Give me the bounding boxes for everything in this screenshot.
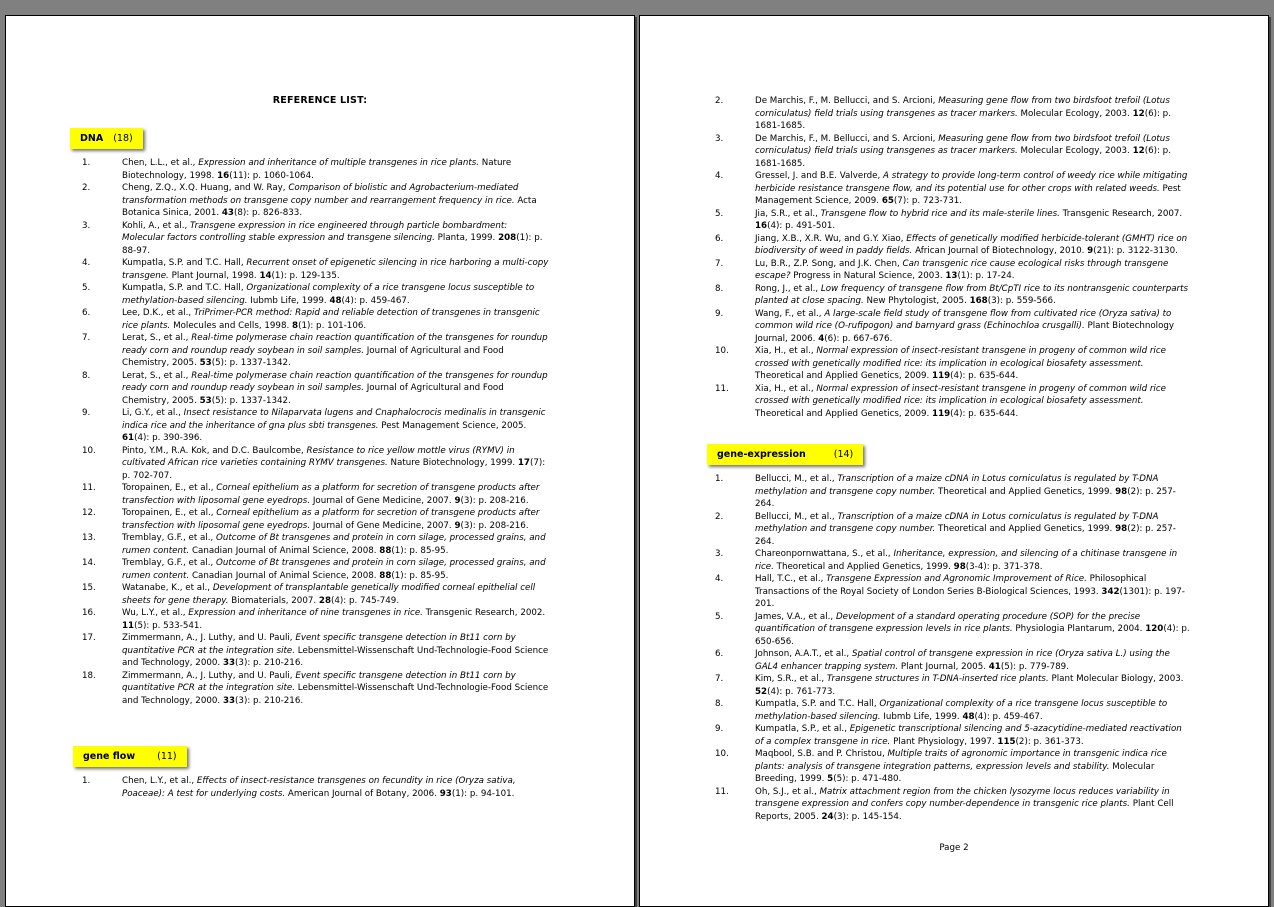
reference-title: A large-scale field study of transgene flow from cultivated rice (Oryza sativa) to common wild rice (O-rufipogon) and barnyard grass (Echinochloa crusgalli). (755, 308, 1172, 331)
reference-title: Transgene flow to hybrid rice and its male-sterile lines. (820, 208, 1060, 219)
reference-number: 7. (715, 674, 724, 684)
reference-source: Planta, 1999. (434, 233, 499, 243)
reference-source: Theoretical and Applied Genetics, 1999. (773, 561, 954, 572)
reference-title: Transgene structures in T-DNA-inserted rice plants. (826, 674, 1049, 684)
section-name: gene-expression (717, 449, 806, 460)
reference-number: 16. (82, 608, 96, 618)
reference-entry (82, 670, 552, 708)
reference-volume: 9 (1087, 246, 1094, 256)
reference-volume: 48 (962, 711, 975, 722)
document-page-1 (5, 15, 635, 907)
reference-authors: Chen, L.Y., et al., (122, 776, 197, 786)
reference-source: Molecular Ecology, 2003. (1017, 108, 1133, 119)
reference-entry (715, 170, 1190, 208)
reference-pages: (2): p. 257-264. (755, 524, 1176, 547)
reference-number: 8. (82, 370, 91, 381)
reference-title: Expression and inheritance of nine transgenes in rice. (188, 608, 423, 618)
reference-source: Pest Management Science, 2005. (378, 420, 527, 431)
reference-pages: (4): p. 491-501. (767, 221, 836, 231)
reference-authors: Watanabe, K., et al., (122, 583, 213, 593)
reference-authors: Toropainen, E., et al., (122, 483, 217, 493)
reference-number: 2. (715, 96, 724, 106)
reference-volume: 119 (932, 371, 951, 381)
reference-volume: 16 (755, 221, 768, 231)
reference-title: Development of transplantable genetically modified corneal epithelial cell sheets for gene therapy. (122, 583, 536, 606)
reference-volume: 14 (259, 270, 272, 281)
reference-number: 3. (715, 133, 724, 144)
reference-pages: (1301): p. 197-201. (755, 586, 1185, 609)
reference-volume: 120 (1145, 624, 1164, 634)
reference-volume: 93 (439, 788, 452, 799)
reference-source: Transgenic Research, 2002. (422, 608, 546, 618)
reference-source: Pest Management Science, 2009. (755, 183, 1181, 206)
reference-title: Expression and inheritance of multiple transgenes in rice plants. (198, 158, 480, 168)
reference-volume: 168 (969, 296, 988, 306)
reference-title: Development of a standard operating procedure (SOP) for the precise quantification of transgene expression levels in rice plants. (755, 611, 1141, 634)
reference-number: 4. (82, 258, 91, 268)
reference-source: Biomaterials, 2007. (228, 595, 319, 606)
reference-source: Nature Biotechnology, 1998. (122, 158, 512, 181)
reference-entry (715, 511, 1190, 549)
reference-entry (715, 548, 1190, 573)
reference-entry (82, 257, 552, 282)
reference-list-gene-expression (715, 473, 1190, 823)
reference-pages: (8): p. 826-833. (233, 208, 303, 218)
reference-entry (82, 157, 552, 182)
reference-list-dna (82, 157, 552, 707)
reference-entry (715, 283, 1190, 308)
reference-title: Insect resistance to Nilaparvata lugens and Cnaphalocrocis medinalis in transgenic indica rice and the inheritance of gna plus sbti transgenes. (122, 408, 546, 431)
reference-source: Plant Journal, 1998. (168, 270, 260, 281)
reference-entry (715, 208, 1190, 233)
page-number: Page 2 (939, 843, 969, 853)
reference-authors: Lee, D.K., et al., (122, 308, 194, 318)
reference-authors: Lu, B.R., Z.P. Song, and J.K. Chen, (755, 258, 903, 269)
reference-source: African Journal of Biotechnology, 2010. (912, 246, 1088, 256)
reference-number: 9. (82, 408, 91, 418)
reference-pages: (3): p. 210-216. (235, 695, 304, 706)
reference-authors: Zimmermann, A., J. Luthy, and U. Pauli, (122, 670, 296, 681)
reference-number: 17. (82, 633, 96, 643)
reference-source: Physiologia Plantarum, 2004. (1012, 624, 1146, 634)
reference-entry (715, 723, 1190, 748)
reference-pages: (4): p. 745-749. (331, 595, 400, 606)
reference-source: Nature Biotechnology, 1999. (387, 458, 518, 468)
reference-entry (715, 308, 1190, 346)
reference-source: Plant Molecular Biology, 2003. (1048, 674, 1184, 684)
reference-title: Normal expression of insect-resistant transgene in progeny of common wild rice crossed with genetically modified rice: its implication in ecological biosafety assessment. (755, 383, 1166, 406)
reference-authors: Gressel, J. and B.E. Valverde, (755, 171, 884, 181)
document-page-2 (639, 15, 1269, 907)
reference-pages: (4): p. 390-396. (134, 433, 203, 443)
reference-list-gene-flow-continued (715, 95, 1190, 420)
reference-source: Molecules and Cells, 1998. (170, 320, 293, 331)
section-tag-gene-flow (73, 746, 187, 767)
reference-entry (82, 182, 552, 220)
reference-number: 8. (715, 283, 724, 294)
reference-entry (715, 383, 1190, 421)
reference-pages: (3-4): p. 371-378. (965, 561, 1043, 572)
reference-authors: Pinto, Y.M., R.A. Kok, and D.C. Baulcombe, (122, 445, 307, 456)
reference-pages: (7): p. 723-731. (893, 196, 963, 206)
reference-entry (715, 786, 1190, 824)
reference-authors: James, V.A., et al., (755, 611, 836, 622)
reference-volume: 4 (818, 333, 825, 344)
reference-authors: Kumpatla, S.P., et al., (755, 724, 850, 734)
reference-entry (82, 407, 552, 445)
reference-title: Epigenetic transcriptional silencing and 5-azacytidine-mediated reactivation of a complex transgene in rice. (755, 724, 1182, 747)
reference-volume: 9 (454, 520, 461, 531)
reference-number: 9. (715, 308, 724, 319)
reference-authors: Zimmermann, A., J. Luthy, and U. Pauli, (122, 633, 296, 643)
reference-title: Event specific transgene detection in Bt11 corn by quantitative PCR at the integration site. (122, 633, 516, 656)
reference-entry (82, 482, 552, 507)
reference-volume: 53 (199, 395, 212, 406)
reference-authors: Tremblay, G.F., et al., (122, 533, 217, 543)
reference-volume: 342 (1101, 586, 1120, 597)
reference-number: 14. (82, 558, 96, 568)
reference-authors: Hall, T.C., et al., (755, 574, 827, 584)
reference-entry (715, 748, 1190, 786)
reference-entry (82, 370, 552, 408)
reference-pages: (4): p. 650-656. (755, 624, 1190, 647)
reference-title: Transcription of a maize cDNA in Lotus corniculatus is regulated by T-DNA methylation and transgene copy number. (755, 511, 1159, 534)
reference-authors: Oh, S.J., et al., (755, 786, 820, 797)
reference-title: Measuring gene flow from two birdsfoot trefoil (Lotus corniculatus) field trials using transgenes as tracer markers. (755, 96, 1170, 119)
reference-source: Plant Physiology, 1997. (890, 736, 998, 747)
reference-source: Plant Journal, 2005. (898, 661, 989, 672)
reference-volume: 61 (122, 433, 135, 443)
reference-number: 6. (82, 308, 91, 318)
reference-entry (82, 532, 552, 557)
reference-entry (82, 632, 552, 670)
reference-entry (715, 698, 1190, 723)
reference-pages: (3): p. 208-216. (460, 520, 529, 531)
reference-number: 6. (715, 233, 724, 244)
reference-number: 13. (82, 533, 96, 543)
reference-source: Theoretical and Applied Genetics, 2009. (755, 371, 933, 381)
reference-volume: 11 (122, 620, 135, 631)
reference-volume: 65 (881, 196, 894, 206)
reference-source: Lebensmittel-Wissenschaft Und-Technologie-Food Science and Technology, 2000. (122, 683, 549, 706)
reference-volume: 41 (988, 661, 1001, 672)
reference-pages: (6): p. 667-676. (824, 333, 893, 344)
reference-entry (715, 233, 1190, 258)
reference-authors: Kim, S.R., et al., (755, 674, 827, 684)
reference-source: Progress in Natural Science, 2003. (790, 271, 946, 281)
reference-title: Outcome of Bt transgenes and protein in corn silage, processed grains, and rumen content. (122, 558, 546, 581)
reference-source: Theoretical and Applied Genetics, 2009. (755, 408, 933, 419)
reference-number: 2. (715, 511, 724, 522)
reference-volume: 33 (222, 658, 236, 668)
reference-volume: 17 (517, 458, 530, 468)
section-name: gene flow (83, 751, 136, 762)
reference-number: 15. (82, 583, 96, 593)
reference-entry (82, 307, 552, 332)
reference-title: Organizational complexity of a rice transgene locus susceptible to methylation-based silencing. (122, 283, 535, 306)
reference-pages: (1): p. 101-106. (298, 320, 367, 331)
reference-pages: (11): p. 1060-1064. (229, 170, 314, 181)
reference-source: Journal of Agricultural and Food Chemistry, 2005. (122, 345, 504, 368)
reference-number: 1. (82, 776, 91, 786)
reference-volume: 12 (1132, 146, 1145, 156)
reference-authors: Jia, S.R., et al., (755, 208, 821, 219)
reference-authors: Maqbool, S.B. and P. Christou, (755, 749, 888, 759)
reference-title: TriPrimer-PCR method: Rapid and reliable detection of transgenes in transgenic rice plants. (122, 308, 540, 331)
reference-number: 2. (82, 183, 91, 193)
reference-pages: (2): p. 257-264. (755, 486, 1176, 509)
reference-authors: Johnson, A.A.T., et al., (755, 649, 852, 659)
reference-title: Outcome of Bt transgenes and protein in corn silage, processed grains, and rumen content. (122, 533, 546, 556)
reference-pages: (6): p. 1681-1685. (755, 146, 1171, 169)
reference-source: Canadian Journal of Animal Science, 2008. (189, 545, 380, 556)
reference-authors: Cheng, Z.Q., X.Q. Huang, and W. Ray, (122, 183, 289, 193)
reference-entry (82, 220, 552, 258)
reference-pages: (4): p. 459-467. (341, 295, 410, 306)
reference-authors: Kohli, A., et al., (122, 220, 191, 231)
reference-title: Corneal epithelium as a platform for secretion of transgene products after transfection with liposomal gene eyedrops. (122, 508, 540, 531)
reference-entry (82, 507, 552, 532)
reference-pages: (1): p. 85-95. (391, 570, 449, 581)
reference-pages: (5): p. 471-480. (833, 774, 902, 784)
reference-authors: De Marchis, F., M. Bellucci, and S. Arcioni, (755, 96, 939, 106)
reference-number: 5. (715, 611, 724, 622)
reference-number: 5. (82, 283, 91, 293)
reference-title: Spatial control of transgene expression in rice (Oryza sativa L.) using the GAL4 enhancer trapping system. (755, 649, 1170, 672)
reference-number: 8. (715, 699, 724, 709)
reference-authors: Bellucci, M., et al., (755, 511, 838, 522)
reference-title: Inheritance, expression, and silencing of a chitinase transgene in rice. (755, 549, 1178, 572)
reference-number: 1. (82, 158, 91, 168)
reference-entry (82, 332, 552, 370)
reference-number: 1. (715, 474, 724, 484)
reference-volume: 115 (997, 736, 1016, 747)
reference-entry (715, 611, 1190, 649)
reference-authors: Kumpatla, S.P. and T.C. Hall, (122, 283, 247, 293)
reference-entry (715, 345, 1190, 383)
document-title: REFERENCE LIST: (272, 95, 368, 106)
reference-title: Can transgenic rice cause ecological risks through transgene escape? (755, 258, 1169, 281)
reference-title: Effects of insect-resistance transgenes on fecundity in rice (Oryza sativa, Poaceae): A test for underlying costs. (122, 776, 516, 799)
reference-authors: Toropainen, E., et al., (122, 508, 217, 518)
reference-authors: Rong, J., et al., (755, 283, 821, 294)
reference-title: Normal expression of insect-resistant transgene in progeny of common wild rice crossed with genetically modified rice: its implication in ecological biosafety assessment. (755, 346, 1166, 369)
reference-number: 7. (715, 258, 724, 269)
reference-pages: (7): p. 702-707. (122, 458, 546, 481)
reference-entry (715, 95, 1190, 133)
reference-title: Matrix attachment region from the chicken lysozyme locus reduces variability in transgene expression and confers copy number-dependence in transgenic rice plants. (755, 786, 1170, 809)
reference-title: Organizational complexity of a rice transgene locus susceptible to methylation-based silencing. (755, 699, 1168, 722)
reference-volume: 5 (827, 774, 834, 784)
reference-source: Transgenic Research, 2007. (1059, 208, 1183, 219)
reference-pages: (4): p. 635-644. (950, 408, 1019, 419)
reference-volume: 9 (454, 495, 461, 506)
reference-title: Corneal epithelium as a platform for secretion of transgene products after transfection with liposomal gene eyedrops. (122, 483, 540, 506)
reference-entry (715, 648, 1190, 673)
reference-source: Canadian Journal of Animal Science, 2008. (189, 570, 380, 581)
reference-pages: (3): p. 145-154. (833, 811, 902, 822)
reference-source: Theoretical and Applied Genetics, 1999. (935, 524, 1116, 534)
reference-authors: Chareonpornwattana, S., et al., (755, 549, 894, 559)
reference-list-gene-flow (82, 775, 552, 800)
reference-volume: 33 (222, 695, 236, 706)
reference-pages: (1): p. 85-95. (391, 545, 449, 556)
reference-pages: (6): p. 1681-1685. (755, 108, 1171, 131)
reference-pages: (5): p. 533-541. (134, 620, 203, 631)
reference-volume: 48 (329, 295, 342, 306)
reference-volume: 98 (1115, 486, 1128, 497)
reference-authors: Tremblay, G.F., et al., (122, 558, 217, 568)
reference-entry (82, 607, 552, 632)
reference-entry (715, 673, 1190, 698)
reference-entry (82, 775, 552, 800)
reference-authors: Kumpatla, S.P. and T.C. Hall, (755, 699, 880, 709)
section-count: (14) (833, 449, 854, 460)
reference-number: 10. (715, 346, 729, 356)
reference-source: Lebensmittel-Wissenschaft Und-Technologie-Food Science and Technology, 2000. (122, 645, 549, 668)
reference-entry (715, 133, 1190, 171)
reference-entry (82, 582, 552, 607)
reference-authors: Jiang, X.B., X.R. Wu, and G.Y. Xiao, (755, 233, 907, 244)
reference-entry (715, 258, 1190, 283)
reference-source: New Phytologist, 2005. (863, 296, 970, 306)
reference-authors: Lerat, S., et al., (122, 333, 192, 343)
reference-pages: (21): p. 3122-3130. (1093, 246, 1178, 256)
reference-number: 11. (715, 786, 729, 797)
reference-pages: (1): p. 129-135. (271, 270, 340, 281)
reference-entry (82, 557, 552, 582)
reference-title: Comparison of biolistic and Agrobacterium-mediated transformation methods on transgene copy number and rearrangement frequency in rice. (122, 183, 519, 206)
reference-volume: 119 (932, 408, 951, 419)
reference-pages: (1): p. 88-97. (122, 233, 543, 256)
reference-number: 3. (715, 549, 724, 559)
reference-authors: Wang, F., et al., (755, 308, 825, 319)
reference-volume: 52 (755, 686, 768, 697)
reference-title: Real-time polymerase chain reaction quantification of the transgenes for roundup ready corn and roundup ready soybean in soil samples. (122, 333, 548, 356)
reference-pages: (3): p. 208-216. (460, 495, 529, 506)
reference-pages: (3): p. 210-216. (235, 658, 304, 668)
reference-source: American Journal of Botany, 2006. (285, 788, 440, 799)
section-tag-gene-expression (707, 444, 863, 465)
reference-source: Molecular Breeding, 1999. (755, 761, 1155, 784)
reference-source: Plant Cell Reports, 2005. (755, 799, 1174, 822)
reference-title: Transgene expression in rice engineered through particle bombardment: Molecular factors controlling stable expression and transgene silencing. (122, 220, 508, 243)
reference-title: Recurrent onset of epigenetic silencing in rice harboring a multi-copy transgene. (122, 258, 549, 281)
reference-pages: (1): p. 17-24. (957, 271, 1015, 281)
reference-volume: 24 (821, 811, 834, 822)
reference-pages: (5): p. 1337-1342. (211, 395, 291, 406)
reference-title: Effects of genetically modified herbicide-tolerant (GMHT) rice on biodiversity of weed in paddy fields. (755, 233, 1188, 256)
reference-pages: (3): p. 559-566. (987, 296, 1056, 306)
reference-authors: Xia, H., et al., (755, 383, 817, 394)
reference-title: Real-time polymerase chain reaction quantification of the transgenes for roundup ready corn and roundup ready soybean in soil samples. (122, 370, 548, 393)
reference-source: Journal of Gene Medicine, 2007. (310, 520, 455, 531)
section-count: (18) (113, 133, 133, 144)
reference-number: 10. (715, 749, 729, 759)
reference-authors: Li, G.Y., et al., (122, 408, 184, 418)
reference-entry (82, 445, 552, 483)
reference-number: 7. (82, 333, 91, 343)
reference-title: Transcription of a maize cDNA in Lotus corniculatus is regulated by T-DNA methylation and transgene copy number. (755, 474, 1159, 497)
reference-volume: 208 (498, 233, 517, 243)
reference-source: Philosophical Transactions of the Royal Society of London Series B-Biological Sciences, 1993. (755, 574, 1147, 597)
reference-number: 6. (715, 649, 724, 659)
reference-volume: 8 (292, 320, 299, 331)
reference-source: Journal of Gene Medicine, 2007. (310, 495, 455, 506)
reference-authors: Bellucci, M., et al., (755, 474, 838, 484)
section-tag-dna (70, 128, 143, 149)
reference-authors: Kumpatla, S.P. and T.C. Hall, (122, 258, 247, 268)
reference-authors: De Marchis, F., M. Bellucci, and S. Arcioni, (755, 133, 939, 144)
reference-volume: 12 (1132, 108, 1145, 119)
reference-title: Resistance to rice yellow mottle virus (RYMV) in cultivated African rice varieties containing RYMV transgenes. (122, 445, 515, 468)
reference-number: 10. (82, 445, 96, 456)
reference-entry (715, 573, 1190, 611)
reference-volume: 16 (217, 170, 230, 181)
reference-authors: Xia, H., et al., (755, 346, 817, 356)
reference-pages: (4): p. 761-773. (767, 686, 836, 697)
reference-pages: (4): p. 459-467. (974, 711, 1043, 722)
reference-source: Iubmb Life, 1999. (247, 295, 330, 306)
section-name: DNA (80, 133, 104, 144)
reference-source: Iubmb Life, 1999. (880, 711, 963, 722)
reference-pages: (5): p. 1337-1342. (211, 358, 291, 368)
reference-title: Multiple traits of agronomic importance in transgenic indica rice plants: analysis of transgene integration patterns, expression levels and stability. (755, 749, 1167, 772)
reference-volume: 98 (953, 561, 966, 572)
reference-volume: 13 (945, 271, 958, 281)
reference-number: 4. (715, 574, 724, 584)
reference-title: A strategy to provide long-term control of weedy rice while mitigating herbicide resistance transgene flow, and its potential use for other crops with related weeds. (755, 171, 1188, 194)
reference-source: Journal of Agricultural and Food Chemistry, 2005. (122, 383, 504, 406)
reference-entry (82, 282, 552, 307)
reference-source: Acta Botanica Sinica, 2001. (122, 195, 537, 218)
reference-number: 11. (715, 383, 729, 394)
reference-volume: 88 (379, 570, 392, 581)
reference-title: Measuring gene flow from two birdsfoot trefoil (Lotus corniculatus) field trials using transgenes as tracer markers. (755, 133, 1170, 156)
reference-volume: 43 (221, 208, 234, 218)
reference-source: Theoretical and Applied Genetics, 1999. (935, 486, 1116, 497)
reference-volume: 98 (1115, 524, 1128, 534)
reference-source: Molecular Ecology, 2003. (1017, 146, 1133, 156)
reference-pages: (5): p. 779-789. (1000, 661, 1069, 672)
reference-title: Event specific transgene detection in Bt11 corn by quantitative PCR at the integration site. (122, 670, 516, 693)
reference-number: 3. (82, 220, 91, 231)
reference-pages: (2): p. 361-373. (1015, 736, 1084, 747)
reference-number: 12. (82, 508, 96, 518)
reference-volume: 28 (318, 595, 331, 606)
reference-pages: (4): p. 635-644. (950, 371, 1019, 381)
reference-pages: (1): p. 94-101. (451, 788, 515, 799)
reference-source: Plant Biotechnology Journal, 2006. (755, 321, 1175, 344)
reference-number: 9. (715, 724, 724, 734)
reference-number: 4. (715, 171, 724, 181)
reference-number: 18. (82, 670, 96, 681)
reference-volume: 88 (379, 545, 392, 556)
reference-number: 11. (82, 483, 96, 493)
reference-entry (715, 473, 1190, 511)
reference-title: Transgene Expression and Agronomic Improvement of Rice. (826, 574, 1087, 584)
reference-volume: 53 (199, 358, 212, 368)
reference-title: Low frequency of transgene flow from Bt/CpTI rice to its nontransgenic counterparts planted at close spacing. (755, 283, 1189, 306)
reference-authors: Lerat, S., et al., (122, 370, 192, 381)
reference-number: 5. (715, 208, 724, 219)
section-count: (11) (157, 751, 177, 762)
reference-authors: Wu, L.Y., et al., (122, 608, 189, 618)
reference-authors: Chen, L.L., et al., (122, 158, 199, 168)
